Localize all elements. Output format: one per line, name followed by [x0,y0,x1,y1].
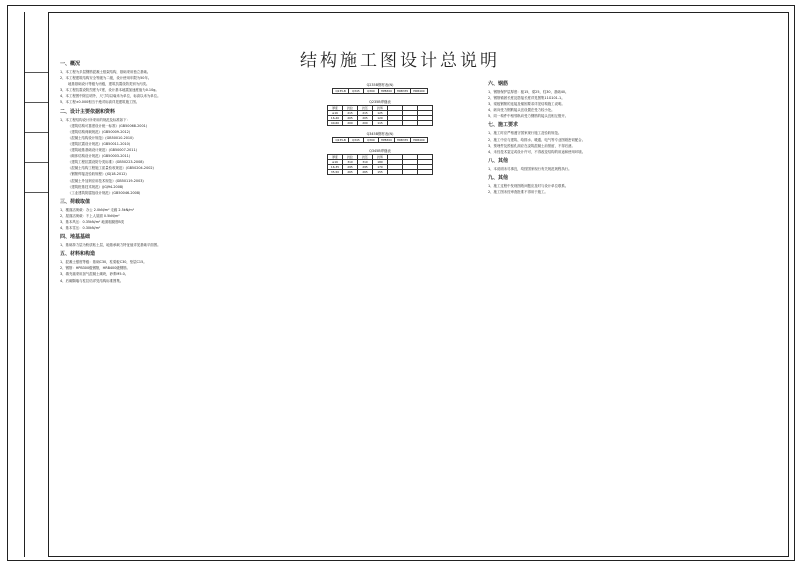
table-cell [418,170,433,175]
note-line: 《混凝土结构工程施工质量验收规范》(GB50204-2002) [68,166,154,171]
table-row [328,170,433,175]
material-table [327,154,433,175]
note-line: 3、基本风压：0.35kN/m² 地面粗糙度B类 [60,219,125,224]
table-cell: 厚度 [328,106,343,111]
table-row [333,89,427,94]
table-cell: HPB300 [378,89,394,94]
table-cell: 抗拉 [343,106,358,111]
note-line: 1、钢筋保护层厚度：板15，梁25，柱30，基础40。 [488,90,569,94]
note-line: 5、同一构件中相邻纵向受力钢筋的接头宜相互错开。 [488,114,569,119]
table-caption: Q235B焊缝表 [369,100,391,104]
table-cell: 200 [343,121,358,126]
material-table [327,105,433,126]
table-cell: 抗剪 [373,155,388,160]
note-line: 1、楼面活荷载：办公 2.0kN/m² 走廊 2.5kN/m² [60,207,135,212]
note-line: 3、梁板钢筋的连接及锚固要求详见结构施工说明。 [488,102,565,107]
table-cell: 265 [358,170,373,175]
table-cell: 205 [358,116,373,121]
section-heading: 八、其他 [488,157,509,164]
table-cell: 155 [373,170,388,175]
note-line: 《混凝土外加剂应用技术规范》(GB50119-2003) [68,178,144,183]
table-cell [403,121,418,126]
section-heading: 二、设计主要依据和资料 [60,108,116,115]
table-cell: 265 [343,170,358,175]
note-line: 《建筑结构荷载规范》(GB50009-2012) [68,129,131,134]
note-line: 1、施工时应严格遵守国家现行施工及验收规范。 [488,131,562,136]
note-line: 1、本工程为多层钢筋混凝土框架结构，基础采用独立基础。 [60,70,151,74]
note-line: 2、本工程建筑结构安全等级为二级，设计使用年限为50年。 [60,76,152,81]
notes-column-right [488,78,585,195]
table-cell: 115 [373,121,388,126]
table-cell: 16-40 [328,116,343,121]
table-cell [388,121,403,126]
table-cell: Q345 [348,138,363,143]
section-heading: 三、荷载取值 [60,198,91,205]
page-title: 结构施工图设计总说明 [300,51,500,71]
section-heading: 六、钢筋 [488,81,509,87]
table-cell: 抗拉 [343,155,358,160]
table-cell: 抗压 [358,155,373,160]
table-cell: Q390 [363,138,378,143]
table-cell: 抗剪 [373,106,388,111]
note-line: 1、施工过程中发现图纸问题应及时与设计单位联系。 [488,183,569,188]
table-cell: 295 [358,165,373,170]
section-heading: 一、概况 [60,61,81,67]
table-cell [388,170,403,175]
note-line: 《建筑抗震设计规范》(GB50011-2010) [68,141,131,146]
table-cell: HRB400 [411,89,427,94]
section-heading: 五、材料和构造 [60,251,96,258]
table-cell: Q390 [363,89,378,94]
table-caption: Q235B钢材表(N) [366,83,394,87]
table-cell: HRB335 [394,89,410,94]
table-cell: 295 [343,165,358,170]
table-cell [403,170,418,175]
table-cell: 16-35 [328,165,343,170]
note-line: 4、本工程图中除注明外，尺寸均以毫米为单位，标高以米为单位。 [60,94,161,99]
table-cell [418,121,433,126]
table-caption: Q345B钢材表(N) [366,132,394,136]
note-line: 2、钢筋：HPB300级钢筋，HRB400级钢筋。 [60,266,130,271]
table-cell: 125 [373,111,388,116]
section-heading: 七、施工要求 [488,122,519,129]
table-cell: 215 [358,111,373,116]
table-cell: 厚度 [328,155,343,160]
note-line: 3、填充墙采用加气混凝土砌块，砂浆M5.0。 [60,272,129,277]
section-heading: 四、地基基础 [60,234,91,241]
note-line: 1、混凝土强度等级：基础C30，柱梁板C30，垫层C15。 [60,260,147,265]
table-cell: ≤16 [328,111,343,116]
table-row [333,138,427,143]
note-line: 4、纵向受力钢筋接头宜设置在受力较小处。 [488,108,555,113]
binding-strip [24,12,48,557]
note-line: 2、施工图未经审查批准不得用于施工。 [488,190,548,195]
note-line: 《工业建筑防腐蚀设计规范》(GB50046-2008) [68,190,141,195]
note-line: 《钢筋焊接及验收规程》(JGJ18-2012) [68,172,127,177]
table-cell: Q235-B [333,89,348,94]
table-cell: HRB335 [394,138,410,143]
material-tables [305,82,455,180]
note-line: 《建筑工程抗震设防分类标准》(GB50223-2008) [68,160,144,165]
notes-column-left [60,58,160,284]
note-line: 《混凝土结构设计规范》(GB50010-2010) [68,135,134,140]
table-cell: ≤16 [328,160,343,165]
table-cell: 200 [358,121,373,126]
table-cell: Q345 [348,89,363,94]
table-cell: 40-60 [328,121,343,126]
table-cell: 215 [343,111,358,116]
note-line: 3、预埋件及预留孔洞应在浇筑混凝土前预留，不得后凿。 [488,143,575,148]
table-cell: 205 [343,116,358,121]
table-cell: Q235-B [333,138,348,143]
table-cell: 120 [373,116,388,121]
material-table [332,88,427,94]
table-cell: 170 [373,165,388,170]
note-line: 5、本工程±0.000相当于绝对标高详见建筑施工图。 [60,100,140,105]
table-caption: Q345B焊缝表 [369,149,391,153]
note-line: 4、未经技术鉴定或设计许可，不得改变结构的用途和使用环境。 [488,149,586,154]
note-line: 1、基础持力层为粉质粘土层，地基承载力特征值详见基础平面图。 [60,243,161,248]
table-cell: 35-50 [328,170,343,175]
note-line: 1、本工程结构设计所采用的规范及标准如下： [60,117,130,122]
note-line: 《建筑地基基础设计规范》(GB50007-2011) [68,148,137,153]
material-table [332,137,427,143]
table-cell: 180 [373,160,388,165]
note-line: 《砌体结构设计规范》(GB50003-2011) [68,154,131,159]
note-line: 2、屋面活荷载：不上人屋面 0.5kN/m² [60,213,120,218]
table-row [328,121,433,126]
note-line: 2、施工中应与建筑、给排水、暖通、电气等专业图纸密切配合。 [488,137,586,142]
note-line: 2、钢筋锚固长度及搭接长度详见图集11G101-1。 [488,96,565,101]
table-cell: 310 [343,160,358,165]
table-cell: HRB400 [411,138,427,143]
note-line: 《建筑桩基技术规范》(JGJ94-2008) [68,184,124,189]
note-line: 4、基本雪压：0.30kN/m² [60,226,101,231]
note-line: 《建筑结构可靠度设计统一标准》(GB50068-2001) [68,123,148,128]
table-cell: HPB300 [378,138,394,143]
note-line: 1、本说明未尽事宜，均按国家现行有关规范规程执行。 [488,166,572,171]
note-line: 地基基础设计等级为丙级，建筑抗震设防类别为丙类。 [68,82,150,87]
section-heading: 九、其他 [488,174,509,181]
table-cell: 310 [358,160,373,165]
note-line: 4、后砌隔墙与柱拉结详见结构标准图集。 [60,278,124,283]
note-line: 3、本工程抗震设防烈度为7度，设计基本地震加速度值为0.10g。 [60,88,159,93]
table-cell: 抗压 [358,106,373,111]
